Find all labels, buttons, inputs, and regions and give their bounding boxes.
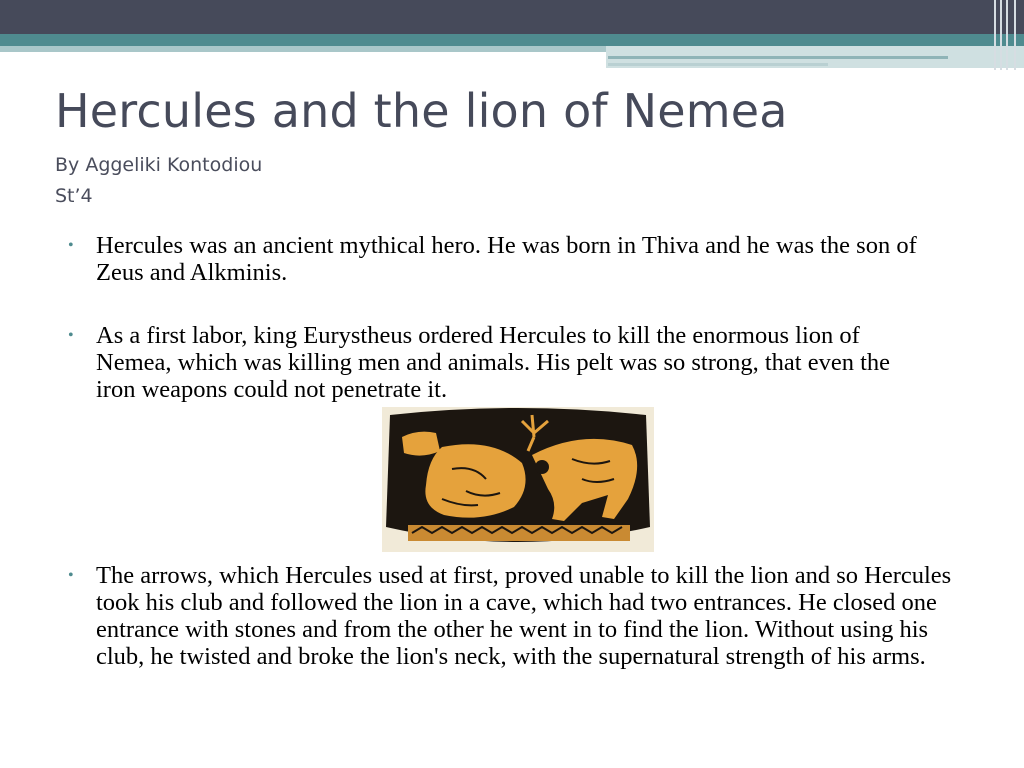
header-band-teal (0, 34, 1024, 46)
slide-class: St’4 (55, 185, 93, 207)
header-stripe (608, 56, 948, 59)
slide-author: By Aggeliki Kontodiou (55, 154, 263, 176)
bullet-marker: • (68, 327, 74, 344)
bullet-text: As a first labor, king Eurystheus ordered Hercules to kill the enormous lion of Nemea, which was killing men and animals. His pelt was so strong, that even the iron weapons could not penetrate it. (96, 322, 891, 403)
bullet-item (68, 322, 916, 403)
bullet-marker: • (68, 237, 74, 254)
bullet-list (68, 232, 968, 286)
bullet-list (68, 562, 968, 670)
bullet-text: Hercules was an ancient mythical hero. He was born in Thiva and he was the son of Zeus and Alkminis. (96, 232, 917, 286)
vase-painting-icon (382, 407, 654, 552)
bullet-item (68, 232, 968, 286)
bullet-marker: • (68, 567, 74, 584)
bullet-item (68, 562, 956, 670)
bullet-text: The arrows, which Hercules used at first, proved unable to kill the lion and so Hercules took his club and followed the lion in a cave, which had two entrances. He closed one entrance with stones and from the other he went in to find the lion. Without using his club, he twisted and broke the lion's neck, with the supernatural strength of his arms. (96, 562, 952, 670)
header-vertical-lines (990, 0, 1024, 70)
header-band-dark (0, 0, 1024, 34)
bullet-list (68, 322, 968, 403)
header-stripe (608, 63, 828, 66)
slide-title: Hercules and the lion of Nemea (55, 84, 788, 138)
